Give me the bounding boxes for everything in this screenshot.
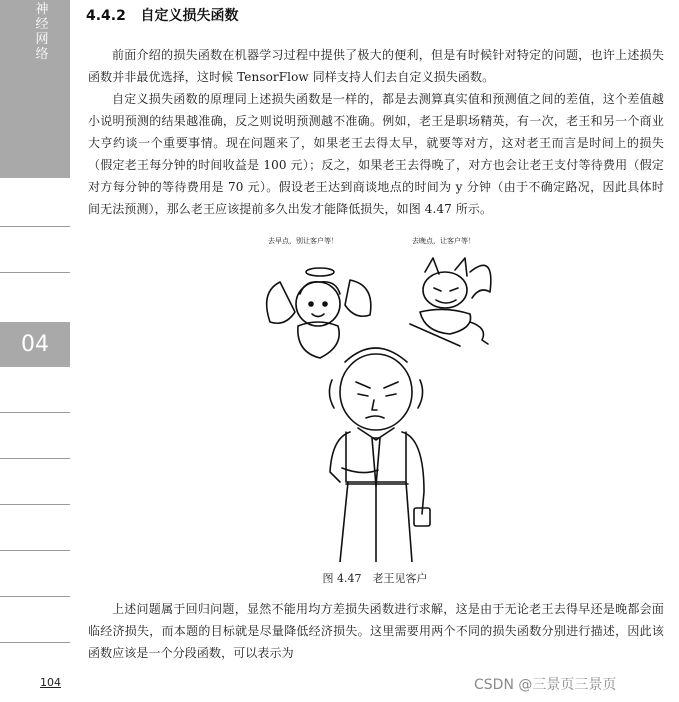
side-divider	[0, 550, 70, 551]
cartoon-drawing	[250, 232, 500, 562]
devil-horn	[455, 258, 467, 276]
man-tie	[372, 438, 380, 486]
angel-speech: 去早点，别让客户等！	[268, 237, 338, 245]
paragraph-analysis: 上述问题属于回归问题，显然不能用均方差损失函数进行求解，这是由于无论老王去得早还是晚都会面临经济损失，而本题的目标就是尽量降低经济损失。这里需要用两个不同的损失函数分别进行描述，因此该函数应该是一个分段函数，可以表示为	[88, 602, 664, 660]
section-number: 4.4.2	[86, 8, 126, 24]
man-eyebrows	[356, 382, 398, 388]
man-hair	[345, 348, 407, 362]
side-divider	[0, 272, 70, 273]
section-heading	[86, 5, 239, 25]
man-head	[340, 354, 412, 430]
devil-wing	[470, 265, 491, 298]
section-title: 自定义损失函数	[140, 8, 239, 24]
devil-speech: 去晚点，让客户等！	[412, 237, 475, 245]
devil-tail	[470, 322, 488, 344]
side-divider	[0, 226, 70, 227]
man-eyes	[358, 394, 396, 396]
chapter-number-badge: 04	[0, 322, 70, 367]
side-divider	[0, 412, 70, 413]
halo-icon	[306, 268, 334, 276]
devil-body	[420, 309, 471, 334]
page-number: 104	[40, 676, 61, 689]
angel-wing-right	[345, 280, 371, 316]
paragraph-intro: 前面介绍的损失函数在机器学习过程中提供了极大的便利，但是有时候针对特定的问题，也许上述损失函数并非最优选择，这时候 TensorFlow 同样支持人们去自定义损失函数。	[88, 48, 664, 84]
side-divider	[0, 642, 70, 643]
side-divider	[0, 504, 70, 505]
devil-horn	[425, 258, 439, 274]
figure-caption: 图 4.47 老王见客户	[322, 572, 428, 585]
paragraph-example: 自定义损失函数的原理同上述损失函数是一样的，都是去测算真实值和预测值之间的差值，这个差值越小说明预测的结果越准确，反之则说明预测越不准确。例如，老王是职场精英，有一次，老王和另一个商业大亨约谈一个重要事情。现在问题来了，如果老王去得太早，就要等对方，这对老王而言是时间上的损失（假定老王每分钟的时间收益是 100 元）；反之，如果老王去得晚了，对方也会让老王支付等待费用（假定对方每分钟的等待费用是 70 元）。假设老王达到商谈地点的时间为 y 分钟（由于不确定路况，因此具体时间无法预测），那么老王应该提前多久出发才能降低损失，如图 4.47 所示。	[88, 92, 664, 216]
devil-pitchfork	[410, 324, 460, 346]
figure-illustration	[250, 232, 500, 562]
side-divider	[0, 458, 70, 459]
side-divider	[0, 596, 70, 597]
man-arm-left	[330, 432, 350, 482]
watermark: CSDN @三景页三景页	[474, 677, 617, 693]
angel-body	[298, 322, 339, 358]
chapter-side-tab	[0, 0, 70, 178]
side-tab-title: 神经网络	[35, 2, 49, 62]
angel-wing-left	[267, 282, 295, 323]
